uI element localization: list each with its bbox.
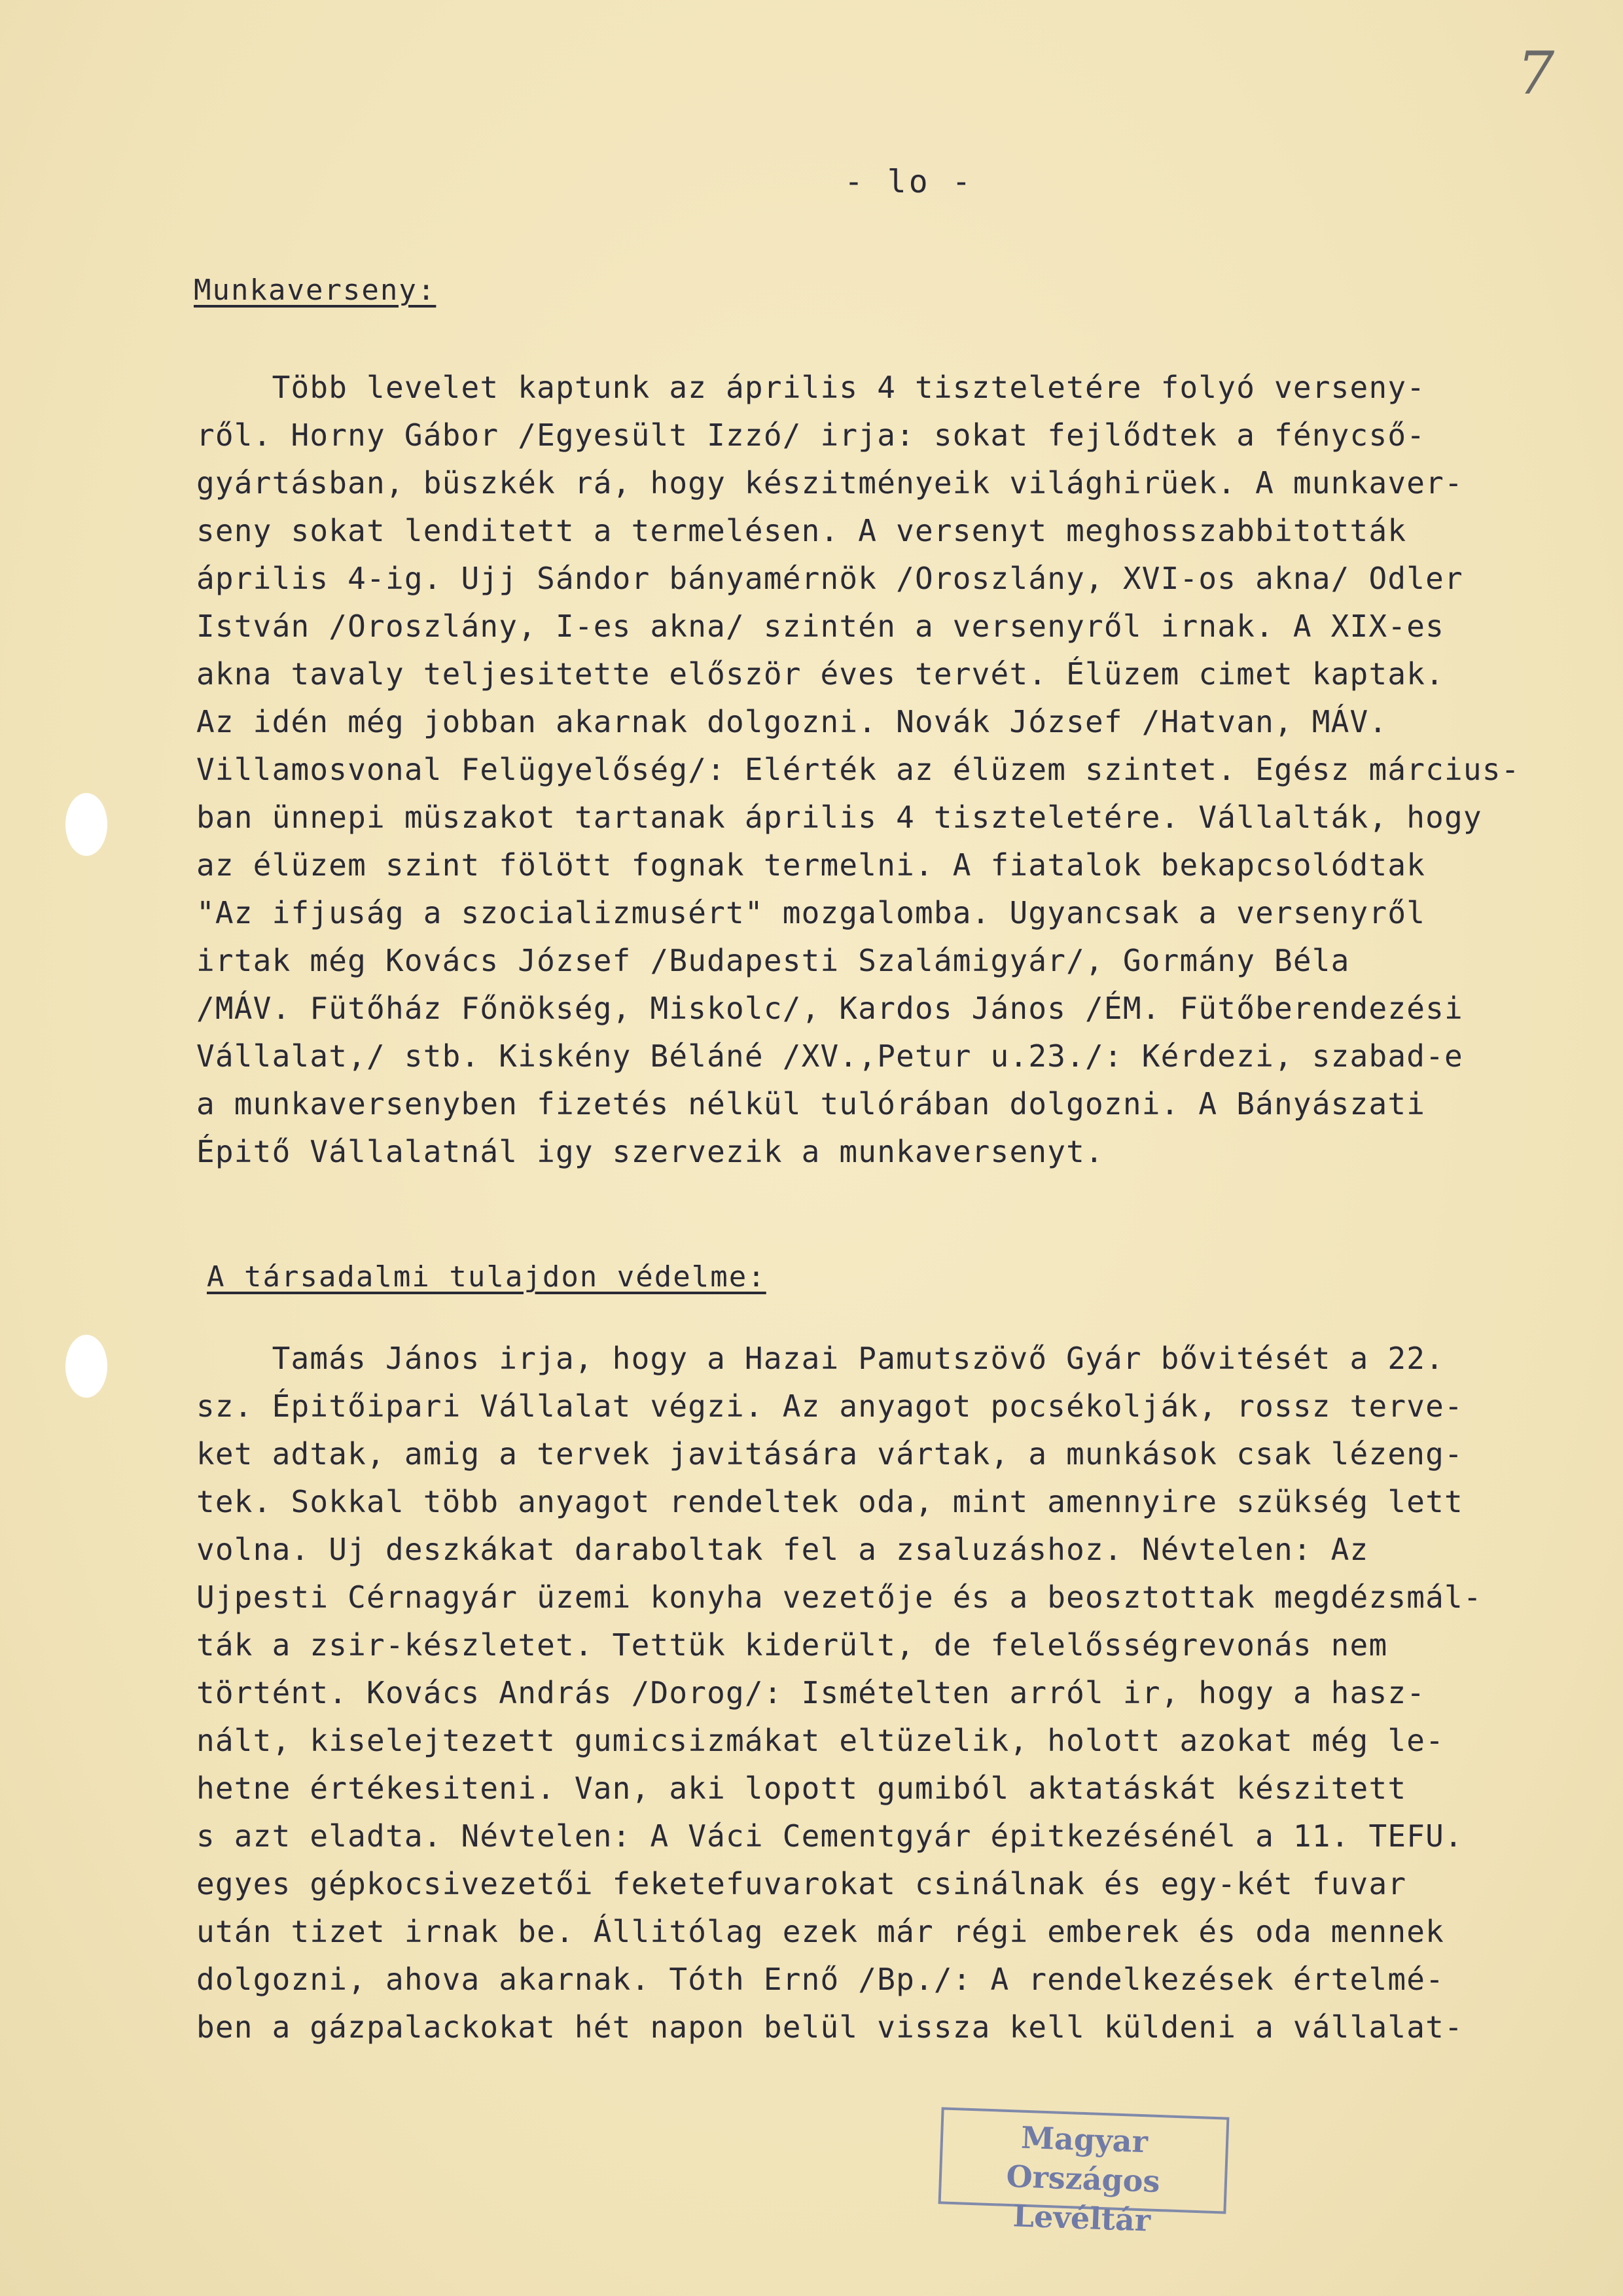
text-line: tek. Sokkal több anyagot rendeltek oda, mint amennyire szükség lett (196, 1484, 1463, 1519)
text-line: seny sokat lenditett a termelésen. A versenyt meghosszabbitották (196, 513, 1407, 548)
page-number: - lo - (844, 164, 974, 200)
stamp-line-2: Levéltár (1012, 2198, 1151, 2238)
text-line: s azt eladta. Névtelen: A Váci Cementgyár épitkezésénél a 11. TEFU. (196, 1818, 1463, 1854)
text-line: dolgozni, ahova akarnak. Tóth Ernő /Bp./: A rendelkezések értelmé- (196, 1962, 1445, 1997)
text-line: után tizet irnak be. Állitólag ezek már régi emberek és oda mennek (196, 1914, 1445, 1949)
section-body-munkaverseny (196, 364, 1544, 1176)
text-line: sz. Épitőipari Vállalat végzi. Az anyagot pocsékolják, rossz terve- (196, 1388, 1463, 1424)
text-line: Több levelet kaptunk az április 4 tiszteletére folyó verseny- (196, 370, 1426, 405)
text-line: április 4-ig. Ujj Sándor bányamérnök /Oroszlány, XVI-os akna/ Odler (196, 561, 1463, 596)
punch-hole-bottom (65, 1335, 107, 1398)
text-line: ben a gázpalackokat hét napon belül vissza kell küldeni a vállalat- (196, 2009, 1463, 2045)
text-line: /MÁV. Fütőház Főnökség, Miskolc/, Kardos János /ÉM. Fütőberendezési (196, 991, 1463, 1026)
text-line: Tamás János irja, hogy a Hazai Pamutszövő Gyár bővitését a 22. (196, 1341, 1445, 1376)
text-line: egyes gépkocsivezetői feketefuvarokat csinálnak és egy-két fuvar (196, 1866, 1407, 1901)
section-body-tarsadalmi-tulajdon (196, 1335, 1544, 2051)
text-line: Vállalat,/ stb. Kiskény Béláné /XV.,Petur u.23./: Kérdezi, szabad-e (196, 1038, 1463, 1074)
text-line: Ujpesti Cérnagyár üzemi konyha vezetője és a beosztottak megdézsmál- (196, 1580, 1482, 1615)
text-line: ták a zsir-készletet. Tettük kiderült, de felelősségrevonás nem (196, 1627, 1388, 1663)
text-line: Villamosvonal Felügyelőség/: Elérték az élüzem szintet. Egész március- (196, 752, 1520, 787)
text-line: volna. Uj deszkákat daraboltak fel a zsaluzáshoz. Névtelen: Az (196, 1532, 1369, 1567)
text-line: Az idén még jobban akarnak dolgozni. Novák József /Hatvan, MÁV. (196, 704, 1388, 739)
stamp-line-1: Magyar Országos (1005, 2119, 1161, 2200)
punch-hole-top (65, 793, 107, 856)
text-line: nált, kiselejtezett gumicsizmákat eltüzelik, holott azokat még le- (196, 1723, 1445, 1758)
text-line: "Az ifjuság a szocializmusért" mozgalomba. Ugyancsak a versenyről (196, 895, 1426, 930)
text-line: az élüzem szint fölött fognak termelni. A fiatalok bekapcsolódtak (196, 847, 1426, 883)
text-line: gyártásban, büszkék rá, hogy készitményeik világhirüek. A munkaver- (196, 465, 1463, 501)
text-line: a munkaversenyben fizetés nélkül tulórában dolgozni. A Bányászati (196, 1086, 1426, 1122)
text-line: Épitő Vállalatnál igy szervezik a munkaversenyt. (196, 1134, 1104, 1169)
text-line: akna tavaly teljesitette először éves tervét. Élüzem cimet kaptak. (196, 656, 1445, 692)
text-line: ről. Horny Gábor /Egyesült Izzó/ irja: sokat fejlődtek a fénycső- (196, 417, 1426, 453)
text-line: ban ünnepi müszakot tartanak április 4 tiszteletére. Vállalták, hogy (196, 800, 1482, 835)
section-heading-tarsadalmi-tulajdon: A társadalmi tulajdon védelme: (207, 1260, 766, 1294)
text-line: irtak még Kovács József /Budapesti Szalámigyár/, Gormány Béla (196, 943, 1350, 978)
text-line: történt. Kovács András /Dorog/: Ismételten arról ir, hogy a hasz- (196, 1675, 1426, 1710)
text-line: István /Oroszlány, I-es akna/ szintén a versenyről irnak. A XIX-es (196, 609, 1445, 644)
archive-page-mark: 7 (1517, 39, 1555, 108)
section-heading-munkaverseny: Munkaverseny: (194, 274, 437, 307)
text-line: hetne értékesiteni. Van, aki lopott gumiból aktatáskát készitett (196, 1771, 1407, 1806)
text-line: ket adtak, amig a tervek javitására vártak, a munkások csak lézeng- (196, 1436, 1463, 1472)
archive-stamp (938, 2107, 1230, 2238)
